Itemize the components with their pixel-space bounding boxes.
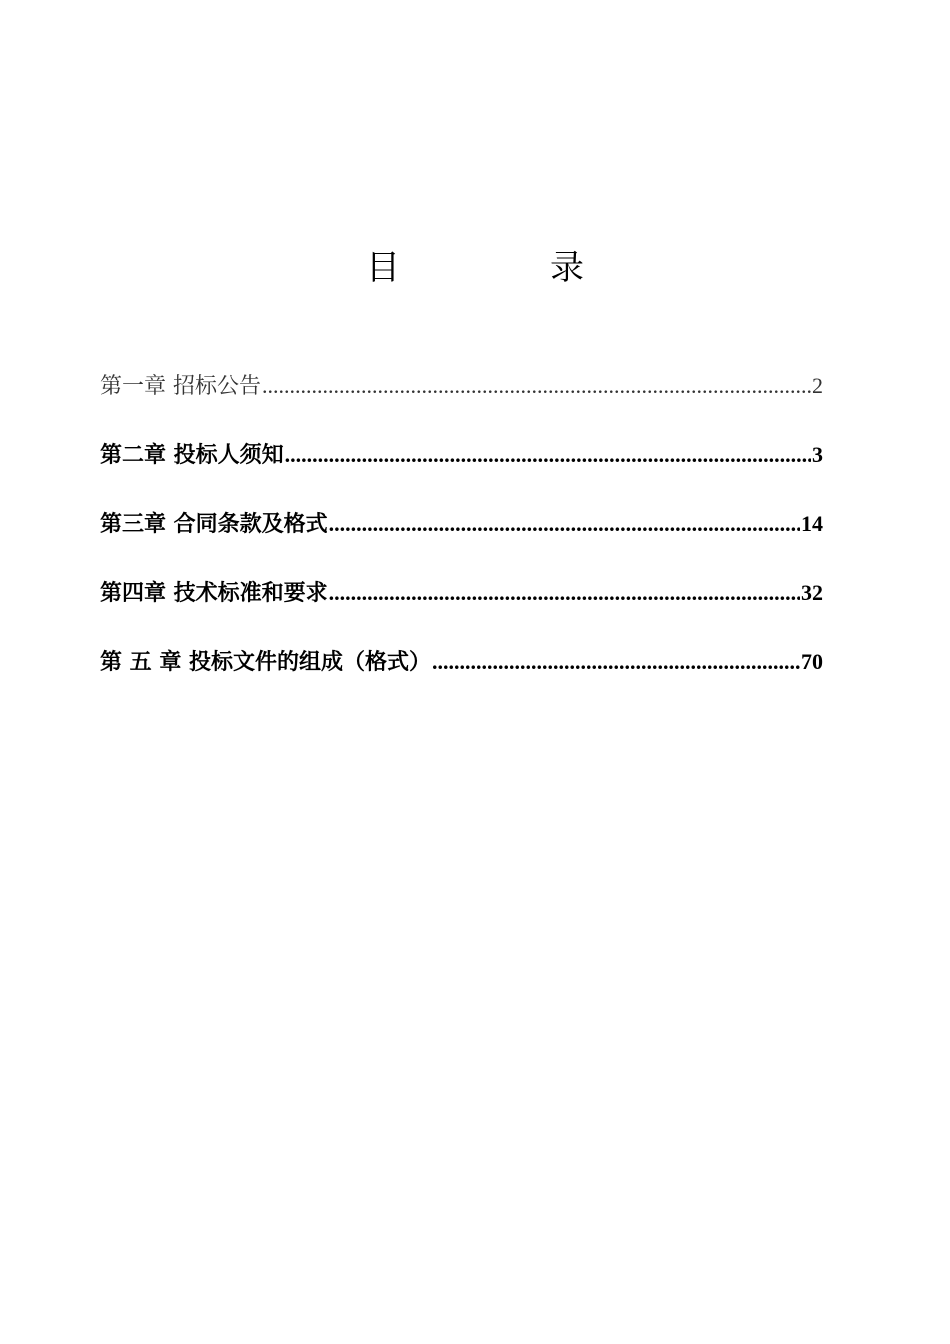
toc-entry-chapter-5[interactable] bbox=[100, 644, 823, 713]
toc-entry-label: 第四章 技术标准和要求 bbox=[100, 580, 328, 606]
toc-dot-leader bbox=[329, 575, 800, 611]
toc-page-number: 32 bbox=[801, 580, 823, 605]
toc-entry-label: 第一章 招标公告 bbox=[100, 374, 261, 399]
toc-page-number: 14 bbox=[801, 511, 823, 536]
toc-entry-label: 第 五 章 投标文件的组成（格式） bbox=[100, 649, 431, 675]
toc-page-number: 2 bbox=[812, 373, 823, 398]
toc-title: 目 录 bbox=[366, 248, 642, 288]
table-of-contents bbox=[100, 368, 823, 713]
toc-entry-label: 第二章 投标人须知 bbox=[100, 442, 284, 468]
toc-entry-chapter-2[interactable] bbox=[100, 437, 823, 506]
toc-entry-chapter-3[interactable] bbox=[100, 506, 823, 575]
toc-dot-leader bbox=[285, 437, 811, 473]
toc-entry-chapter-4[interactable] bbox=[100, 575, 823, 644]
toc-dot-leader bbox=[262, 368, 811, 404]
toc-dot-leader bbox=[329, 506, 800, 542]
toc-entry-chapter-1[interactable] bbox=[100, 368, 823, 437]
toc-entry-label: 第三章 合同条款及格式 bbox=[100, 511, 328, 537]
toc-page-number: 3 bbox=[812, 442, 823, 467]
toc-page-number: 70 bbox=[801, 649, 823, 674]
toc-dot-leader bbox=[432, 644, 800, 680]
